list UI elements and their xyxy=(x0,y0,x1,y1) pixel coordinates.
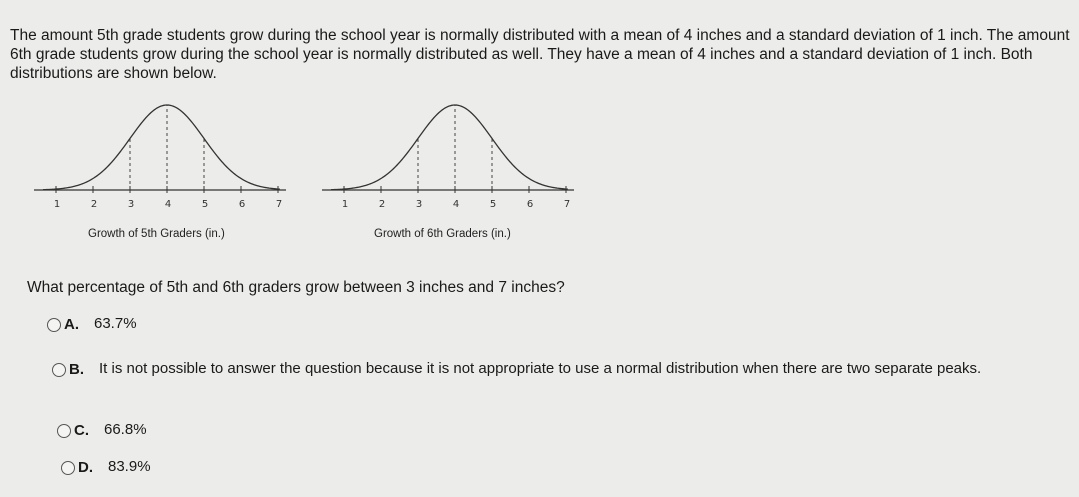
option-a[interactable] xyxy=(47,316,137,335)
normal-curve xyxy=(43,105,280,190)
x-tick-label-5: 5 xyxy=(201,199,209,210)
x-tick-label-7: 7 xyxy=(275,199,283,210)
option-letter: A. xyxy=(64,316,79,333)
option-text: 83.9% xyxy=(108,458,151,475)
radio-button-a[interactable] xyxy=(47,318,61,332)
x-tick-label-5: 5 xyxy=(489,199,497,210)
normal-curve-svg-5th xyxy=(30,100,300,215)
option-c[interactable] xyxy=(57,422,147,441)
normal-curve xyxy=(331,105,568,190)
x-tick-label-1: 1 xyxy=(53,199,61,210)
option-text: It is not possible to answer the question because it is not appropriate to use a normal distribution when there are two separate peaks. xyxy=(99,360,982,377)
chart-5th-xlabel: Growth of 5th Graders (in.) xyxy=(88,228,225,240)
option-d[interactable] xyxy=(61,459,151,478)
radio-button-c[interactable] xyxy=(57,424,71,438)
x-tick-label-3: 3 xyxy=(127,199,135,210)
x-tick-label-1: 1 xyxy=(341,199,349,210)
option-letter: B. xyxy=(69,361,84,378)
option-letter: D. xyxy=(78,459,93,476)
option-b[interactable] xyxy=(52,361,999,380)
option-text: 63.7% xyxy=(94,315,137,332)
chart-5th-graders xyxy=(30,100,300,240)
x-tick-label-6: 6 xyxy=(526,199,534,210)
chart-6th-graders xyxy=(318,100,588,240)
option-letter: C. xyxy=(74,422,89,439)
x-tick-label-7: 7 xyxy=(563,199,571,210)
x-tick-label-2: 2 xyxy=(378,199,386,210)
question-text: What percentage of 5th and 6th graders grow between 3 inches and 7 inches? xyxy=(27,279,565,296)
problem-text: The amount 5th grade students grow during the school year is normally distributed with a mean of 4 inches and a standard deviation of 1 inch. The amount 6th grade students grow during the school year is normally distributed as well. They have a mean of 4 inches and a standard deviation of 1 inch. Both distributions are shown below. xyxy=(10,27,1070,82)
chart-6th-xlabel: Growth of 6th Graders (in.) xyxy=(374,228,511,240)
option-text: 66.8% xyxy=(104,421,147,438)
radio-button-b[interactable] xyxy=(52,363,66,377)
radio-button-d[interactable] xyxy=(61,461,75,475)
x-tick-label-4: 4 xyxy=(164,199,172,210)
x-tick-label-4: 4 xyxy=(452,199,460,210)
x-tick-label-6: 6 xyxy=(238,199,246,210)
normal-curve-svg-6th xyxy=(318,100,588,215)
x-tick-label-3: 3 xyxy=(415,199,423,210)
x-tick-label-2: 2 xyxy=(90,199,98,210)
